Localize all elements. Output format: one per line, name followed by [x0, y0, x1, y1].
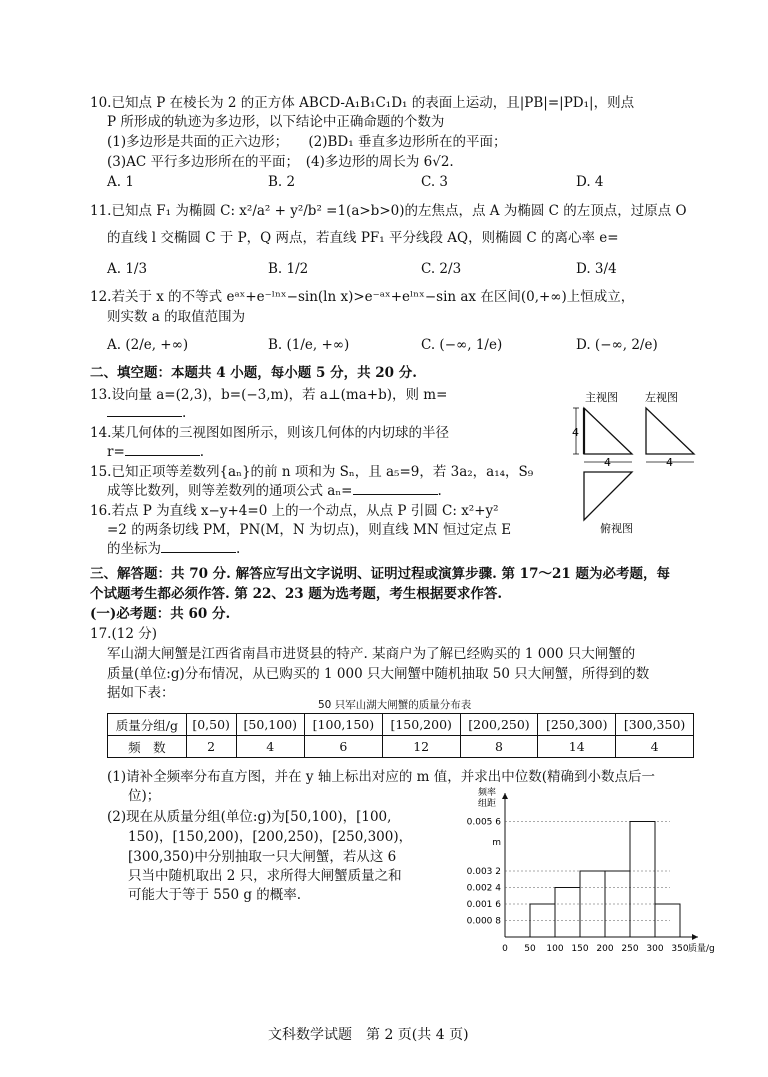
q11-line-2: 的直线 l 交椭圆 C 于 P，Q 两点，若直线 PF₁ 平分线段 AQ，则椭圆 C 的离心率 e= [107, 230, 619, 246]
q11-option-d: D. 3/4 [576, 261, 617, 277]
table-cell-count: 12 [382, 736, 460, 758]
frequency-histogram [455, 785, 715, 957]
side-width-value: 4 [666, 456, 673, 469]
x-tick-label: 50 [524, 944, 536, 954]
q10-statement-1-2: (1)多边形是共面的正六边形； (2)BD₁ 垂直多边形所在的平面； [107, 134, 507, 150]
q17-sub-1-line-1: (1)请补全频率分布直方图，并在 y 轴上标出对应的 m 值，并求出中位数(精确到小数点后一 [107, 769, 655, 785]
table-cell-count: 4 [236, 736, 304, 758]
histogram-bar [630, 822, 655, 938]
q17-sub-2-line-1: (2)现在从质量分组(单位:g)为[50,100)，[100, [107, 809, 392, 825]
q12-line-2: 则实数 a 的取值范围为 [107, 309, 246, 325]
y-axis-arrow [502, 793, 508, 799]
q15-answer-blank[interactable] [353, 482, 438, 495]
q16-line-2: =2 的两条切线 PM，PN(M，N 为切点)，则直线 MN 恒过定点 E [107, 522, 512, 538]
q12-option-d: D. (−∞, 2/e) [576, 337, 658, 353]
y-tick-label: 0.000 8 [466, 916, 501, 927]
q15-line-1: 15.已知正项等差数列{aₙ}的前 n 项和为 Sₙ，且 a₅=9，若 3a₂，a₁₄，S₉ [90, 464, 534, 480]
x-tick-label: 200 [596, 944, 614, 954]
q17-number: 17.(12 分) [90, 626, 157, 642]
required-heading: (一)必考题：共 60 分. [90, 606, 231, 622]
q10-line-1: 10.已知点 P 在棱长为 2 的正方体 ABCD-A₁B₁C₁D₁ 的表面上运动，且|PB|=|PD₁|，则点 [90, 95, 635, 111]
y-tick-label: 0.002 4 [466, 883, 501, 894]
q12-option-c: C. (−∞, 1/e) [421, 337, 503, 353]
y-tick-label: m [492, 838, 501, 849]
q11-option-c: C. 2/3 [421, 261, 462, 277]
top-view-label: 俯视图 [600, 522, 633, 535]
q12-line-1: 12.若关于 x 的不等式 eᵃˣ+e⁻ˡⁿˣ−sin(ln x)>e⁻ᵃˣ+eˡⁿˣ−sin ax 在区间(0,+∞)上恒成立， [90, 289, 635, 305]
side-view-label: 左视图 [645, 391, 678, 404]
q10-option-d: D. 4 [576, 174, 604, 190]
q10-statement-3-4: (3)AC 平行多边形所在的平面； (4)多边形的周长为 6√2. [107, 154, 454, 170]
x-tick-label: 250 [621, 944, 639, 954]
q17-sub-2-line-3: [300,350)中分别抽取一只大闸蟹，若从这 6 [128, 849, 397, 865]
side-view-triangle [646, 408, 694, 454]
q10-option-c: C. 3 [421, 174, 449, 190]
x-tick-label: 350 [671, 944, 689, 954]
q10-option-a: A. 1 [107, 174, 134, 190]
top-view-triangle [584, 472, 632, 520]
three-view-figure [570, 386, 720, 546]
table-cell-count: 4 [616, 736, 694, 758]
q16-line-1: 16.若点 P 为直线 x−y+4=0 上的一个动点，从点 P 引圆 C: x²+y² [90, 503, 499, 519]
q12-option-b: B. (1/e, +∞) [268, 337, 350, 353]
q11-option-b: B. 1/2 [268, 261, 309, 277]
q12-option-a: A. (2/e, +∞) [107, 337, 189, 353]
table-cell-group: [0,50) [186, 714, 236, 736]
x-tick-label: 100 [546, 944, 564, 954]
y-axis-label: 组距 [477, 799, 497, 809]
x-tick-label: 0 [502, 944, 508, 954]
table-cell-group: [300,350) [616, 714, 694, 736]
q14-answer-blank[interactable] [125, 443, 200, 456]
q16-line-3: 的坐标为 . [107, 541, 241, 557]
table-cell-count: 6 [305, 736, 383, 758]
q17-sub-2-line-2: 150)，[150,200)，[200,250)，[250,300)， [128, 829, 413, 845]
q17-sub-2-line-4: 只当中随机取出 2 只，求所得大闸蟹质量之和 [128, 868, 402, 884]
q15-line-2: 成等比数列，则等差数列的通项公式 aₙ= . [107, 483, 442, 499]
table-header-count: 频 数 [108, 736, 187, 758]
histogram-bar [555, 888, 580, 938]
table-cell-group: [50,100) [236, 714, 304, 736]
q17-para-1: 军山湖大闸蟹是江西省南昌市进贤县的特产. 某商户为了解已经购买的 1 000 只大闸蟹的 [107, 646, 636, 662]
table-cell-count: 14 [538, 736, 616, 758]
table-row-groups [108, 714, 694, 736]
section-3-heading: 三、解答题：共 70 分. 解答应写出文字说明、证明过程或演算步骤. 第 17～21 题为必考题，每 [90, 566, 670, 582]
section-2-heading: 二、填空题：本题共 4 小题，每小题 5 分，共 20 分. [90, 365, 417, 381]
front-height-value: 4 [572, 426, 579, 439]
q17-sub-1-line-2: 位)； [128, 788, 161, 804]
q17-sub-2-line-5: 可能大于等于 550 g 的概率. [128, 887, 302, 903]
q13-text: 13.设向量 a=(2,3)，b=(−3,m)，若 a⊥(ma+b)，则 m= [90, 387, 448, 403]
section-3-note: 个试题考生都必须作答. 第 22、23 题为选考题，考生根据要求作答. [90, 586, 503, 602]
q17-para-3: 据如下表： [107, 685, 175, 701]
y-tick-label: 0.003 2 [466, 867, 501, 877]
front-view-label: 主视图 [585, 391, 618, 404]
y-tick-label: 0.001 6 [466, 900, 501, 910]
y-axis-label: 频率 [477, 788, 497, 798]
q11-option-a: A. 1/3 [107, 261, 148, 277]
q11-line-1: 11.已知点 F₁ 为椭圆 C: x²/a² + y²/b² =1(a>b>0)的左焦点，点 A 为椭圆 C 的左顶点，过原点 O [90, 203, 687, 219]
x-tick-label: 300 [646, 944, 664, 954]
front-view-triangle [584, 408, 632, 454]
x-axis-label: 质量/g [688, 944, 715, 954]
table-header-group: 质量分组/g [108, 714, 187, 736]
q14-line-1: 14.某几何体的三视图如图所示，则该几何体的内切球的半径 [90, 425, 449, 441]
q17-para-2: 质量(单位:g)分布情况，从已购买的 1 000 只大闸蟹中随机抽取 50 只大闸蟹，所得到的数 [107, 666, 650, 682]
x-tick-label: 150 [571, 944, 589, 954]
y-tick-label: 0.005 6 [466, 817, 501, 828]
page-footer: 文科数学试题 第 2 页(共 4 页) [268, 1027, 469, 1043]
table-cell-group: [200,250) [460, 714, 538, 736]
table-cell-count: 2 [186, 736, 236, 758]
table-cell-group: [100,150) [305, 714, 383, 736]
q14-line-2: r= . [107, 444, 205, 460]
q10-line-2: P 所形成的轨迹为多边形，以下结论中正确命题的个数为 [107, 114, 445, 130]
q13-answer-blank[interactable]: . [107, 404, 186, 422]
table-cell-count: 8 [460, 736, 538, 758]
q10-option-b: B. 2 [268, 174, 296, 190]
table-cell-group: [250,300) [538, 714, 616, 736]
front-width-value: 4 [604, 456, 611, 469]
table-caption: 50 只军山湖大闸蟹的质量分布表 [318, 699, 472, 711]
table-row-counts [108, 736, 694, 758]
q16-answer-blank[interactable] [161, 540, 236, 553]
x-axis-arrow [692, 934, 698, 940]
table-cell-group: [150,200) [382, 714, 460, 736]
distribution-table [107, 713, 694, 758]
